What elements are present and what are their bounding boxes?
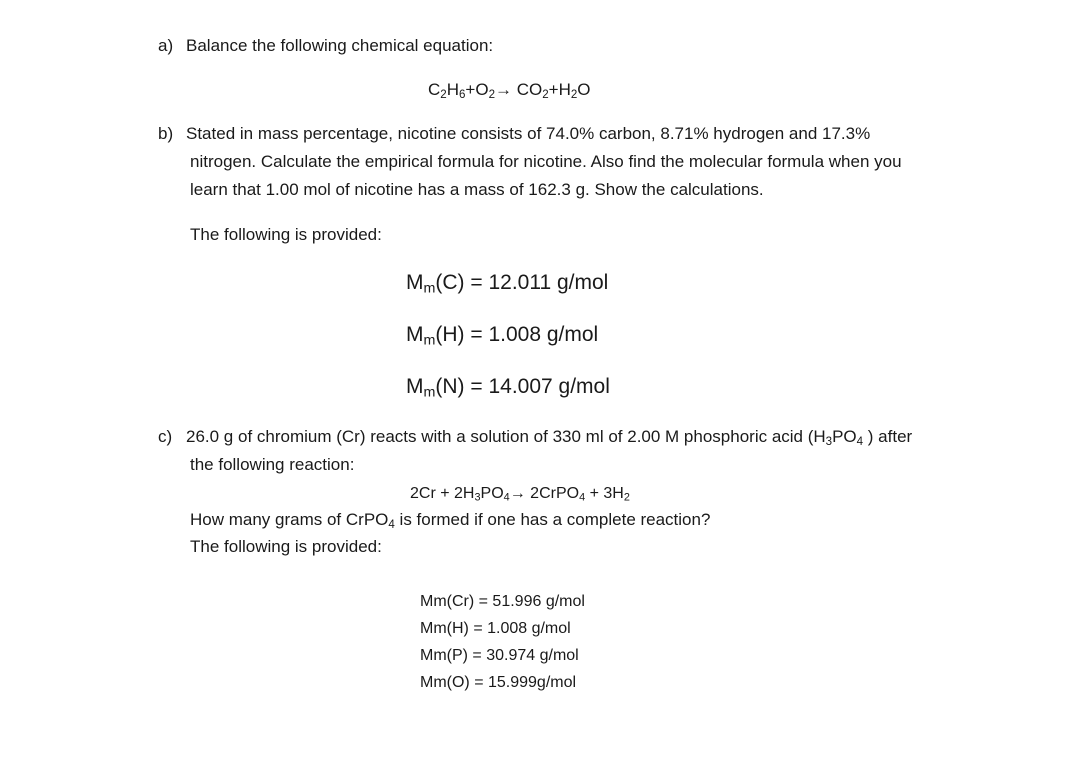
part-b-provided: The following is provided: — [190, 225, 382, 244]
part-c-reaction: $2Cr + 2H_3PO_4\to$ 2CrPO$_4$ + $3H_2$ — [410, 485, 630, 504]
part-a-label: a) — [158, 36, 174, 55]
molar-mass-phosphorus: Mm(P) = 30.974 g/mol — [420, 647, 579, 664]
part-b-line-2: nitrogen. Calculate the empirical formula for nicotine. Also find the molecular formula when you — [190, 152, 902, 171]
molar-mass-hydrogen-c: Mm(H) = 1.008 g/mol — [420, 620, 571, 637]
molar-mass-chromium: Mm(Cr) = 51.996 g/mol — [420, 593, 585, 610]
part-c-line-1: c) 26.0 g of chromium (Cr) reacts with a solution of 330 ml of 2.00 M phosphoric acid ($H_3PO_4$ ) after — [158, 427, 913, 448]
part-c-question: How many grams of CrPO$_4$ is formed if one has a complete reaction? — [190, 510, 711, 531]
part-c-line-2: the following reaction: — [190, 455, 355, 474]
part-c-label: c) — [158, 427, 173, 446]
molar-mass-oxygen: Mm(O) = 15.999g/mol — [420, 674, 577, 691]
molar-mass-carbon: $M_m(C) = 12.011$ g/mol — [406, 271, 609, 297]
part-a-equation: $C_2H_6+O_2\to CO_2+H_2O$ — [428, 80, 591, 101]
part-c-provided: The following is provided: — [190, 537, 382, 556]
molar-mass-nitrogen: $M_m(N) = 14.007$ g/mol — [406, 375, 610, 401]
molar-mass-hydrogen: $M_m(H) = 1.008$ g/mol — [406, 323, 599, 349]
part-b-label: b) — [158, 124, 174, 143]
part-b-line-1: b) Stated in mass percentage, nicotine consists of 74.0% carbon, 8.71% hydrogen and 17.3% — [158, 124, 871, 143]
part-a-question: a) Balance the following chemical equation: — [158, 36, 494, 55]
part-b-line-3: learn that 1.00 mol of nicotine has a mass of 162.3 g. Show the calculations. — [190, 180, 764, 199]
